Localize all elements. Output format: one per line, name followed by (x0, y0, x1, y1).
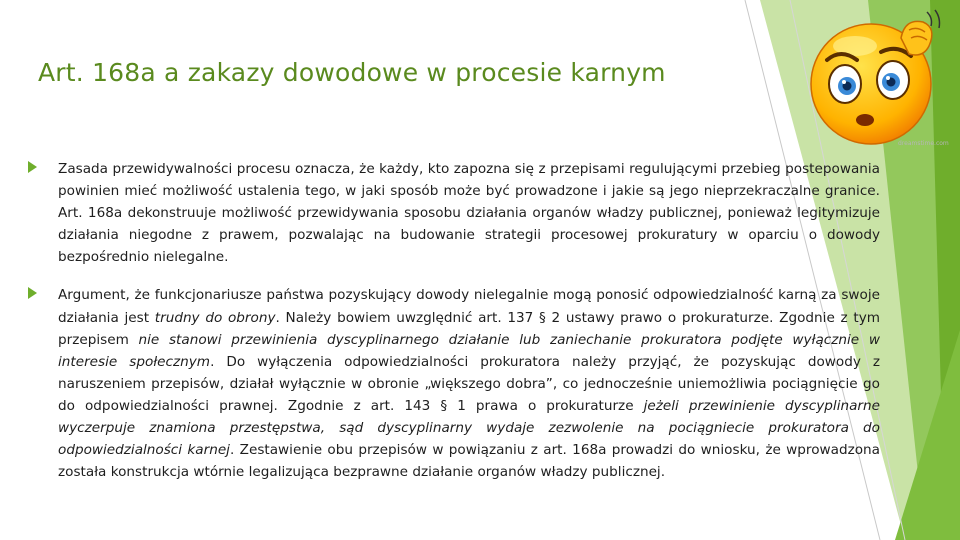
italic-text-run: trudny do obrony (154, 309, 276, 326)
bullet-list (28, 158, 880, 499)
text-run: Zasada przewidywalności procesu oznacza, że każdy, kto zapozna się z przepisami regulującymi przebieg postepowania powinien mieć możliwość ustalenia tego, w jaki sposób może być prowadzone i jakie są jego nieprzekraczalne granice. Art. 168a dekonstruuje możliwość przewidywania sposobu działania organów władzy publicznej, ponieważ legitymizuje działania niegodne z prawem, pozwalając na budowanie strategii procesowej prokuratury w oparciu o dowody bezpośrednio nielegalne. (58, 161, 880, 266)
bullet-text (58, 284, 880, 483)
bullet-item (28, 284, 880, 483)
italic-text-run: nie stanowi przewinienia dyscyplinarnego działanie lub zaniechanie prokuratora podjęte wyłącznie w interesie społecznym (58, 331, 880, 370)
triangle-bullet-icon (28, 161, 37, 173)
text-run: . Zestawienie obu przepisów w powiązaniu z art. 168a prowadzi do wniosku, że wprowadzona została konstrukcja wtórnie legalizująca bezprawne działanie organów władzy publicznej. (58, 442, 881, 481)
text-run: . Do wyłączenia odpowiedzialności prokuratora należy przyjąć, że pozyskując dowody z naruszeniem przepisów, działał wyłącznie w obronie „większego dobra”, co jednocześnie uniemożliwia pociągnięcie go do odpowiedzialności prawnej. Zgodnie z art. 143 § 1 prawa o prokuraturze (58, 353, 880, 414)
text-run: . Należy bowiem uwzględnić art. 137 § 2 ustawy prawo o prokuraturze. Zgodnie z tym przepisem (58, 309, 880, 348)
confused-face-emoji-icon (805, 8, 945, 148)
bullet-text (58, 158, 880, 268)
text-run: Argument, że funkcjonariusze państwa pozyskujący dowody nielegalnie mogą ponosić odpowiedzialność karną za swoje działania jest (58, 287, 880, 326)
watermark: dreamstime.com (898, 140, 949, 147)
bullet-item (28, 158, 880, 268)
triangle-bullet-icon (28, 287, 37, 299)
italic-text-run: jeżeli przewinienie dyscyplinarne wyczerpuje znamiona przestępstwa, sąd dyscyplinarny wydaje zezwolenie na pociągniecie prokuratora do odpowiedzialności karnej (58, 397, 880, 459)
slide-title: Art. 168a a zakazy dowodowe w procesie karnym (38, 58, 666, 87)
